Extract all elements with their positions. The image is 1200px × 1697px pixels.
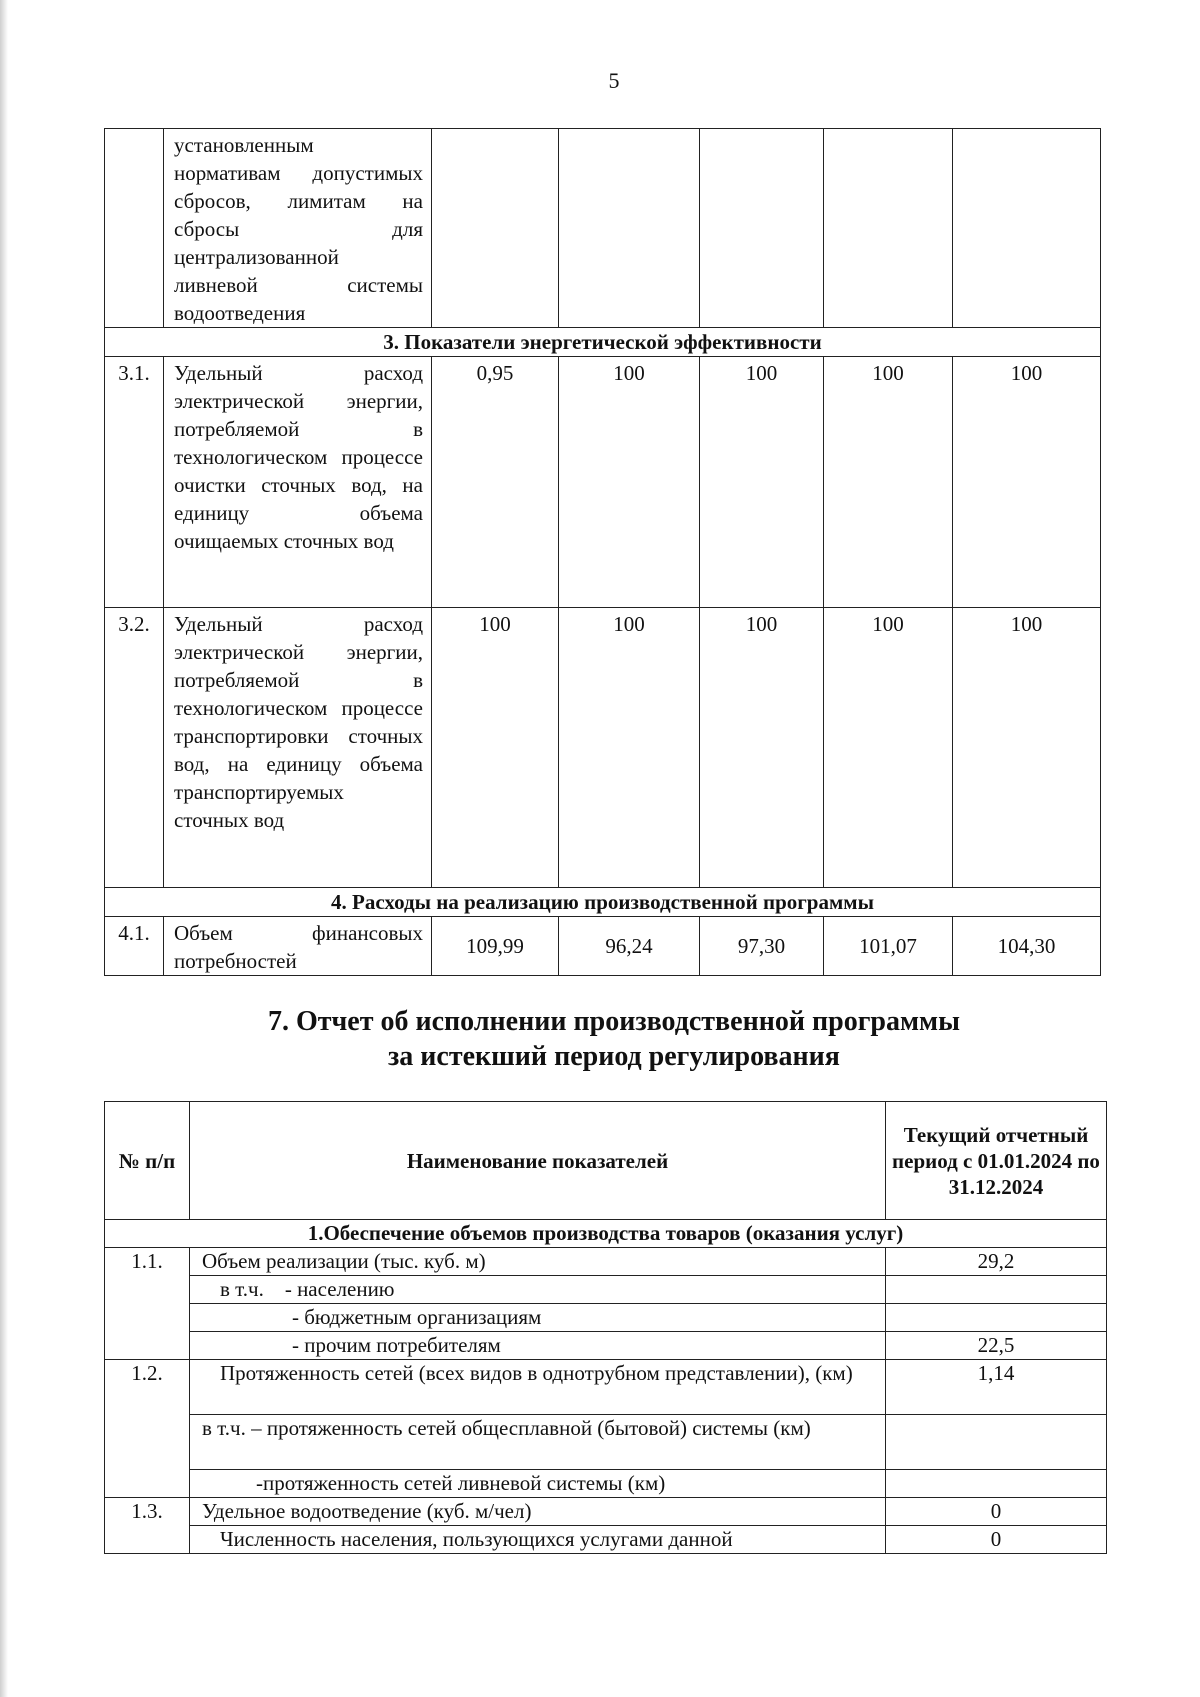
report-title <box>0 1004 1200 1074</box>
table-row <box>105 1276 1107 1304</box>
cell-value: 22,5 <box>886 1332 1107 1360</box>
cell-name: Удельное водоотведение (куб. м/чел) <box>190 1498 886 1526</box>
table-row <box>105 1415 1107 1470</box>
table-row <box>105 357 1101 608</box>
cell-name: - бюджетным организациям <box>190 1304 886 1332</box>
cell-value: 100 <box>824 608 953 888</box>
cell-value <box>886 1470 1107 1498</box>
cell-value: 0 <box>886 1526 1107 1554</box>
cell-num: 1.2. <box>105 1360 190 1498</box>
indicators-table <box>104 128 1101 976</box>
cell-name: Объем финансовых потребностей <box>164 917 432 976</box>
section-row <box>105 328 1101 357</box>
page-number: 5 <box>608 68 620 93</box>
cell-value <box>700 129 824 328</box>
cell-num: 3.2. <box>105 608 164 888</box>
cell-value: 100 <box>559 608 700 888</box>
cell-value: 100 <box>700 357 824 608</box>
report-table <box>104 1101 1107 1554</box>
cell-num: 1.1. <box>105 1248 190 1360</box>
section-title: 4. Расходы на реализацию производственной программы <box>105 888 1101 917</box>
sub-label: - населению <box>284 1277 395 1301</box>
cell-value: 96,24 <box>559 917 700 976</box>
cell-value <box>886 1276 1107 1304</box>
cell-value <box>559 129 700 328</box>
table-row <box>105 1470 1107 1498</box>
cell-value <box>886 1415 1107 1470</box>
cell-value <box>824 129 953 328</box>
cell-name: Численность населения, пользующихся услугами данной <box>190 1526 886 1554</box>
scan-edge <box>0 0 8 1697</box>
section-title: 3. Показатели энергетической эффективности <box>105 328 1101 357</box>
cell-num: 1.3. <box>105 1498 190 1554</box>
header-name: Наименование показателей <box>190 1102 886 1220</box>
cell-value: 109,99 <box>432 917 559 976</box>
table-row <box>105 1498 1107 1526</box>
cell-name: -протяженность сетей ливневой системы (км) <box>190 1470 886 1498</box>
cell-value: 101,07 <box>824 917 953 976</box>
cell-value: 1,14 <box>886 1360 1107 1415</box>
table-row <box>105 129 1101 328</box>
section-row <box>105 888 1101 917</box>
cell-value: 100 <box>824 357 953 608</box>
table-row <box>105 1332 1107 1360</box>
table-row <box>105 1304 1107 1332</box>
cell-value: 0,95 <box>432 357 559 608</box>
cell-value: 97,30 <box>700 917 824 976</box>
cell-value: 104,30 <box>953 917 1101 976</box>
cell-name <box>190 1276 886 1304</box>
table-row <box>105 1248 1107 1276</box>
report-title-line: 7. Отчет об исполнении производственной программы <box>267 1006 960 1037</box>
cell-name: Протяженность сетей (всех видов в однотрубном представлении), (км) <box>190 1360 886 1415</box>
cell-value: 100 <box>559 357 700 608</box>
cell-value: 100 <box>953 608 1101 888</box>
cell-value: 0 <box>886 1498 1107 1526</box>
cell-num: 4.1. <box>105 917 164 976</box>
cell-num: 3.1. <box>105 357 164 608</box>
cell-name: в т.ч. – протяженность сетей общесплавной (бытовой) системы (км) <box>190 1415 886 1470</box>
table-row <box>105 1526 1107 1554</box>
section-row <box>105 1220 1107 1248</box>
header-row <box>105 1102 1107 1220</box>
header-num: № п/п <box>105 1102 190 1220</box>
cell-name: Удельный расход электрической энергии, потребляемой в технологическом процессе транспортировки сточных вод, на единицу объема транспортируемых сточных вод <box>164 608 432 888</box>
section-title: 1.Обеспечение объемов производства товаров (оказания услуг) <box>105 1220 1107 1248</box>
cell-name: Объем реализации (тыс. куб. м) <box>190 1248 886 1276</box>
cell-name: Удельный расход электрической энергии, потребляемой в технологическом процессе очистки сточных вод, на единицу объема очищаемых сточных вод <box>164 357 432 608</box>
cell-value: 29,2 <box>886 1248 1107 1276</box>
cell-value: 100 <box>700 608 824 888</box>
cell-value <box>432 129 559 328</box>
table-row <box>105 917 1101 976</box>
cell-value: 100 <box>953 357 1101 608</box>
table-row <box>105 1360 1107 1415</box>
header-period: Текущий отчетный период с 01.01.2024 по 31.12.2024 <box>886 1102 1107 1220</box>
cell-value <box>886 1304 1107 1332</box>
cell-name: - прочим потребителям <box>190 1332 886 1360</box>
report-title-line: за истекший период регулирования <box>388 1041 840 1072</box>
cell-num <box>105 129 164 328</box>
cell-value <box>953 129 1101 328</box>
cell-value: 100 <box>432 608 559 888</box>
sub-prefix: в т.ч. <box>220 1277 264 1301</box>
cell-name: установленным нормативам допустимых сбросов, лимитам на сбросы для централизованной ливневой системы водоотведения <box>164 129 432 328</box>
table-row <box>105 608 1101 888</box>
